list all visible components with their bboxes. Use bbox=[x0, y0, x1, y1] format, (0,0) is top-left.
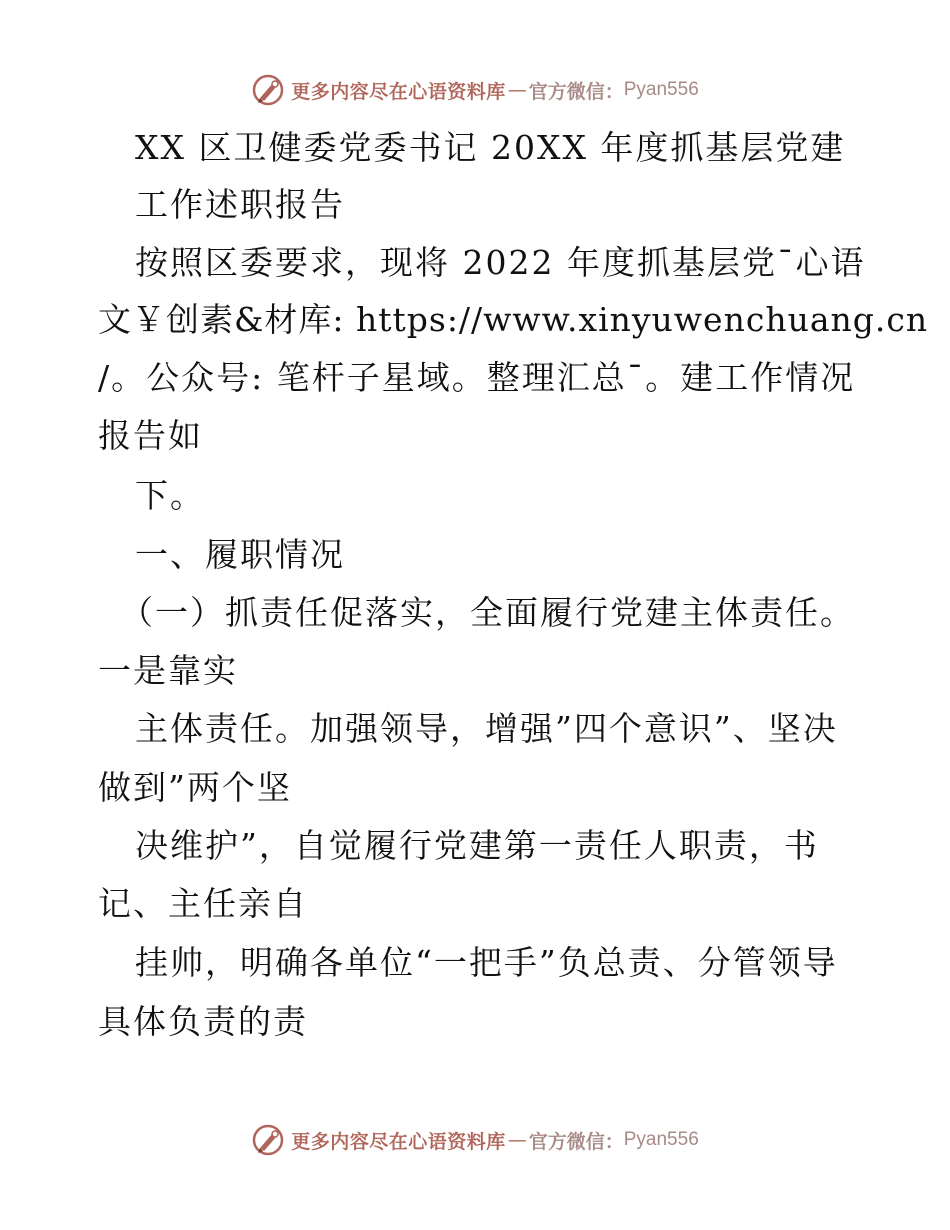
header-banner-text: 更多内容尽在心语资料库 bbox=[291, 80, 506, 103]
header-banner-dash: — bbox=[507, 79, 527, 101]
title-line-1: XX 区卫健委党委书记 20XX 年度抓基层党建 bbox=[135, 128, 846, 167]
footer-watermark-banner bbox=[0, 1120, 950, 1160]
paragraph-line: 记、主任亲自 bbox=[98, 884, 308, 923]
paragraph-line: 主体责任。加强领导，增强”四个意识”、坚决 bbox=[135, 709, 838, 748]
paragraph-line: 按照区委要求，现将 2022 年度抓基层党¯心语 bbox=[135, 243, 866, 282]
paragraph-line: 决维护”，自觉履行党建第一责任人职责，书 bbox=[135, 826, 819, 865]
pen-logo-icon bbox=[251, 73, 285, 107]
subsection-heading: （一）抓责任促落实，全面履行党建主体责任。 bbox=[120, 593, 855, 632]
footer-banner-dash: — bbox=[507, 1129, 527, 1151]
footer-banner-text: 更多内容尽在心语资料库 bbox=[291, 1130, 506, 1153]
pen-logo-icon bbox=[251, 1123, 285, 1157]
paragraph-line: 挂帅，明确各单位“一把手”负总责、分管领导 bbox=[135, 943, 838, 982]
paragraph-line: 做到”两个坚 bbox=[98, 768, 292, 807]
paragraph-line: 报告如 bbox=[98, 416, 203, 455]
title-line-2: 工作述职报告 bbox=[135, 185, 345, 224]
footer-wechat-id: Pyan556 bbox=[623, 1129, 699, 1150]
paragraph-line: 一是靠实 bbox=[98, 651, 238, 690]
header-wechat-id: Pyan556 bbox=[623, 79, 699, 100]
paragraph-line: 下。 bbox=[135, 476, 205, 515]
section-heading: 一、履职情况 bbox=[135, 535, 345, 574]
header-watermark-banner bbox=[0, 70, 950, 110]
footer-wechat-label: 官方微信： bbox=[528, 1130, 624, 1153]
paragraph-line: /。公众号: 笔杆子星域。整理汇总¯。建工作情况 bbox=[98, 358, 856, 397]
paragraph-line: 具体负责的责 bbox=[98, 1002, 308, 1041]
header-wechat-label: 官方微信： bbox=[528, 80, 624, 103]
paragraph-line: 文￥创素&材库: https://www.xinyuwenchuang.cn bbox=[98, 300, 929, 339]
